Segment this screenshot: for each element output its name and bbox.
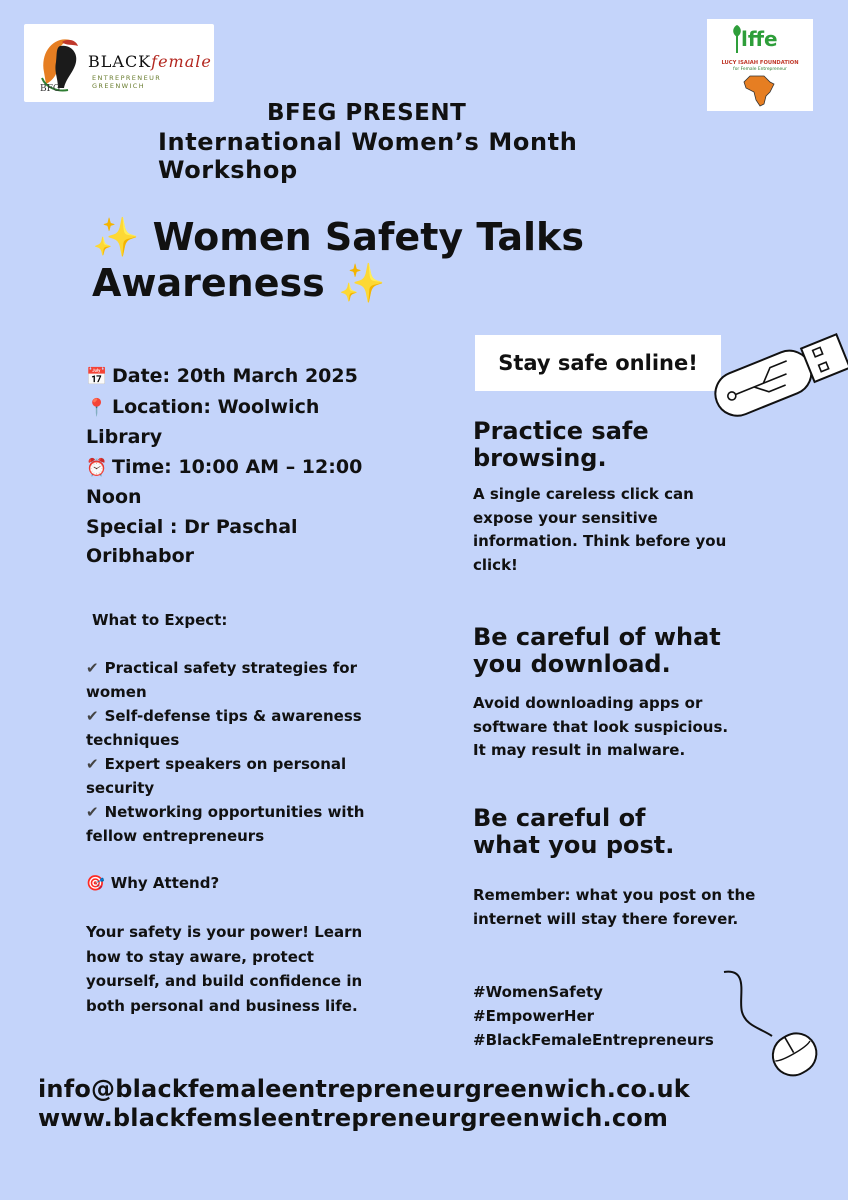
target-icon: 🎯 — [86, 874, 105, 892]
event-subtitle: International Women’s Month Workshop — [158, 128, 578, 184]
lffe-logo — [707, 19, 813, 111]
event-time: ⏰ Time: 10:00 AM – 12:00 Noon — [86, 455, 363, 508]
sparkle-icon: ✨ — [92, 215, 140, 259]
lffe-foundation-tagline: for Female Entrepreneur — [733, 67, 787, 72]
list-item: ✔ Self-defense tips & awareness techniques — [86, 707, 362, 749]
hashtag: #BlackFemaleEntrepreneurs — [473, 1031, 714, 1049]
event-date: 📅 Date: 20th March 2025 — [86, 362, 386, 393]
computer-mouse-icon — [720, 968, 830, 1080]
check-icon: ✔ — [86, 659, 99, 677]
list-item: ✔ Networking opportunities with fellow entrepreneurs — [86, 803, 365, 845]
hashtag: #WomenSafety — [473, 983, 603, 1001]
check-icon: ✔ — [86, 707, 99, 725]
contact-website[interactable]: www.blackfemsleentrepreneurgreenwich.com — [38, 1104, 669, 1132]
lffe-wordmark: lffe — [741, 27, 778, 51]
hashtag-list — [473, 980, 714, 1052]
africa-map-icon — [742, 74, 776, 108]
tip-heading: Be careful of what you post. — [473, 804, 675, 859]
event-details — [86, 362, 386, 572]
presenter-heading: BFEG PRESENT — [267, 100, 467, 126]
brand-initials: BFG — [40, 84, 61, 94]
expect-heading: What to Expect: — [92, 611, 228, 629]
hashtag: #EmpowerHer — [473, 1007, 595, 1025]
calendar-icon: 📅 — [86, 367, 108, 387]
tip-body: Remember: what you post on the internet will stay there forever. — [473, 886, 756, 928]
bfeg-logo — [24, 24, 214, 102]
contact-email[interactable]: info@blackfemaleentrepreneurgreenwich.co.uk — [38, 1075, 690, 1103]
alarm-clock-icon: ⏰ — [86, 457, 108, 478]
event-special-guest: Special : Dr Paschal Oribhabor — [86, 515, 298, 567]
list-item: ✔ Expert speakers on personal security — [86, 755, 347, 797]
pin-icon: 📍 — [86, 397, 108, 418]
tip-heading: Be careful of what you download. — [473, 623, 721, 678]
check-icon: ✔ — [86, 803, 99, 821]
check-icon: ✔ — [86, 755, 99, 773]
lffe-foundation-name: LUCY ISAIAH FOUNDATION — [721, 60, 799, 66]
brand-tagline: ENTREPRENEUR GREENWICH — [92, 74, 162, 90]
event-location: 📍 Location: Woolwich Library — [86, 395, 320, 448]
sparkle-icon: ✨ — [337, 261, 386, 305]
tip-body: Avoid downloading apps or software that look suspicious. It may result in malware. — [473, 694, 729, 759]
why-attend-heading: 🎯 Why Attend? — [86, 874, 220, 892]
stay-safe-banner: Stay safe online! — [475, 335, 721, 391]
tip-body: A single careless click can expose your sensitive information. Think before you click! — [473, 485, 727, 574]
expect-list — [86, 656, 386, 848]
list-item: ✔ Practical safety strategies for women — [86, 659, 357, 701]
tip-heading: Practice safe browsing. — [473, 417, 649, 472]
page-title: ✨ Women Safety Talks Awareness ✨ — [92, 215, 584, 305]
usb-drive-icon — [690, 318, 848, 428]
brand-name: BLACKfemale — [88, 52, 212, 71]
why-attend-text: Your safety is your power! Learn how to stay aware, protect yourself, and build confidence in both personal and business life. — [86, 923, 363, 1015]
